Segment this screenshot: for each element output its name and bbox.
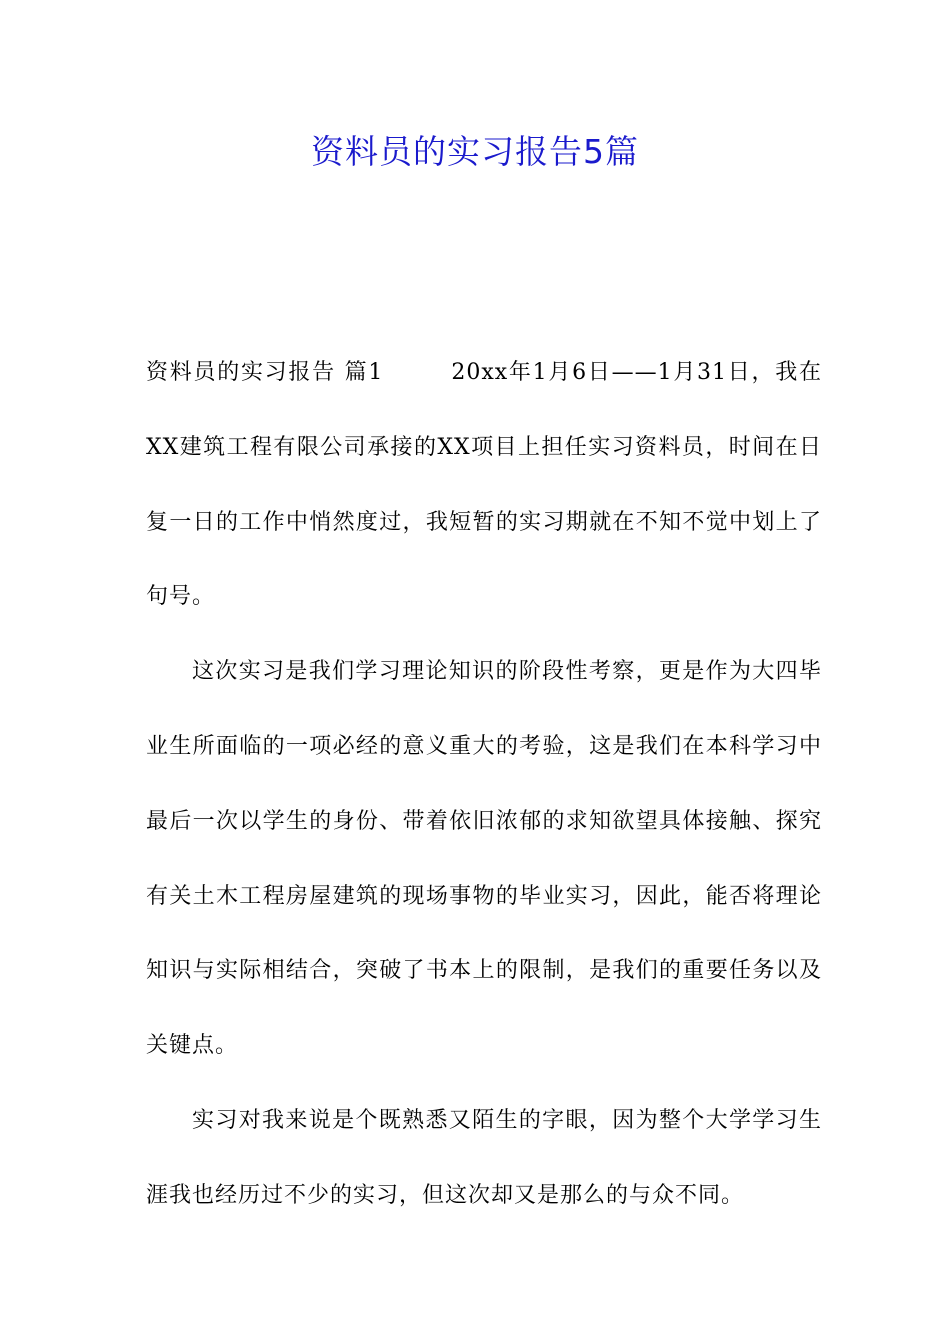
paragraph-1-text: 20xx年1月6日——1月31日，我在XX建筑工程有限公司承接的XX项目上担任实习资料员，时间在日复一日的工作中悄然度过，我短暂的实习期就在不知不觉中划上了句号。: [146, 360, 822, 610]
paragraph-3: 实习对我来说是个既熟悉又陌生的字眼，因为整个大学学习生涯我也经历过不少的实习，但这次却又是那么的与众不同。: [146, 1107, 822, 1208]
paragraph-1: [146, 336, 822, 635]
paragraph-2: 这次实习是我们学习理论知识的阶段性考察，更是作为大四毕业生所面临的一项必经的意义重大的考验，这是我们在本科学习中最后一次以学生的身份、带着依旧浓郁的求知欲望具体接触、探究有关土木工程房屋建筑的现场事物的毕业实习，因此，能否将理论知识与实际相结合，突破了书本上的限制，是我们的重要任务以及关键点。: [146, 659, 822, 1059]
section-heading: 资料员的实习报告 篇1: [146, 360, 384, 385]
document-title: 资料员的实习报告5篇: [311, 132, 639, 171]
document-body: [146, 336, 822, 1234]
